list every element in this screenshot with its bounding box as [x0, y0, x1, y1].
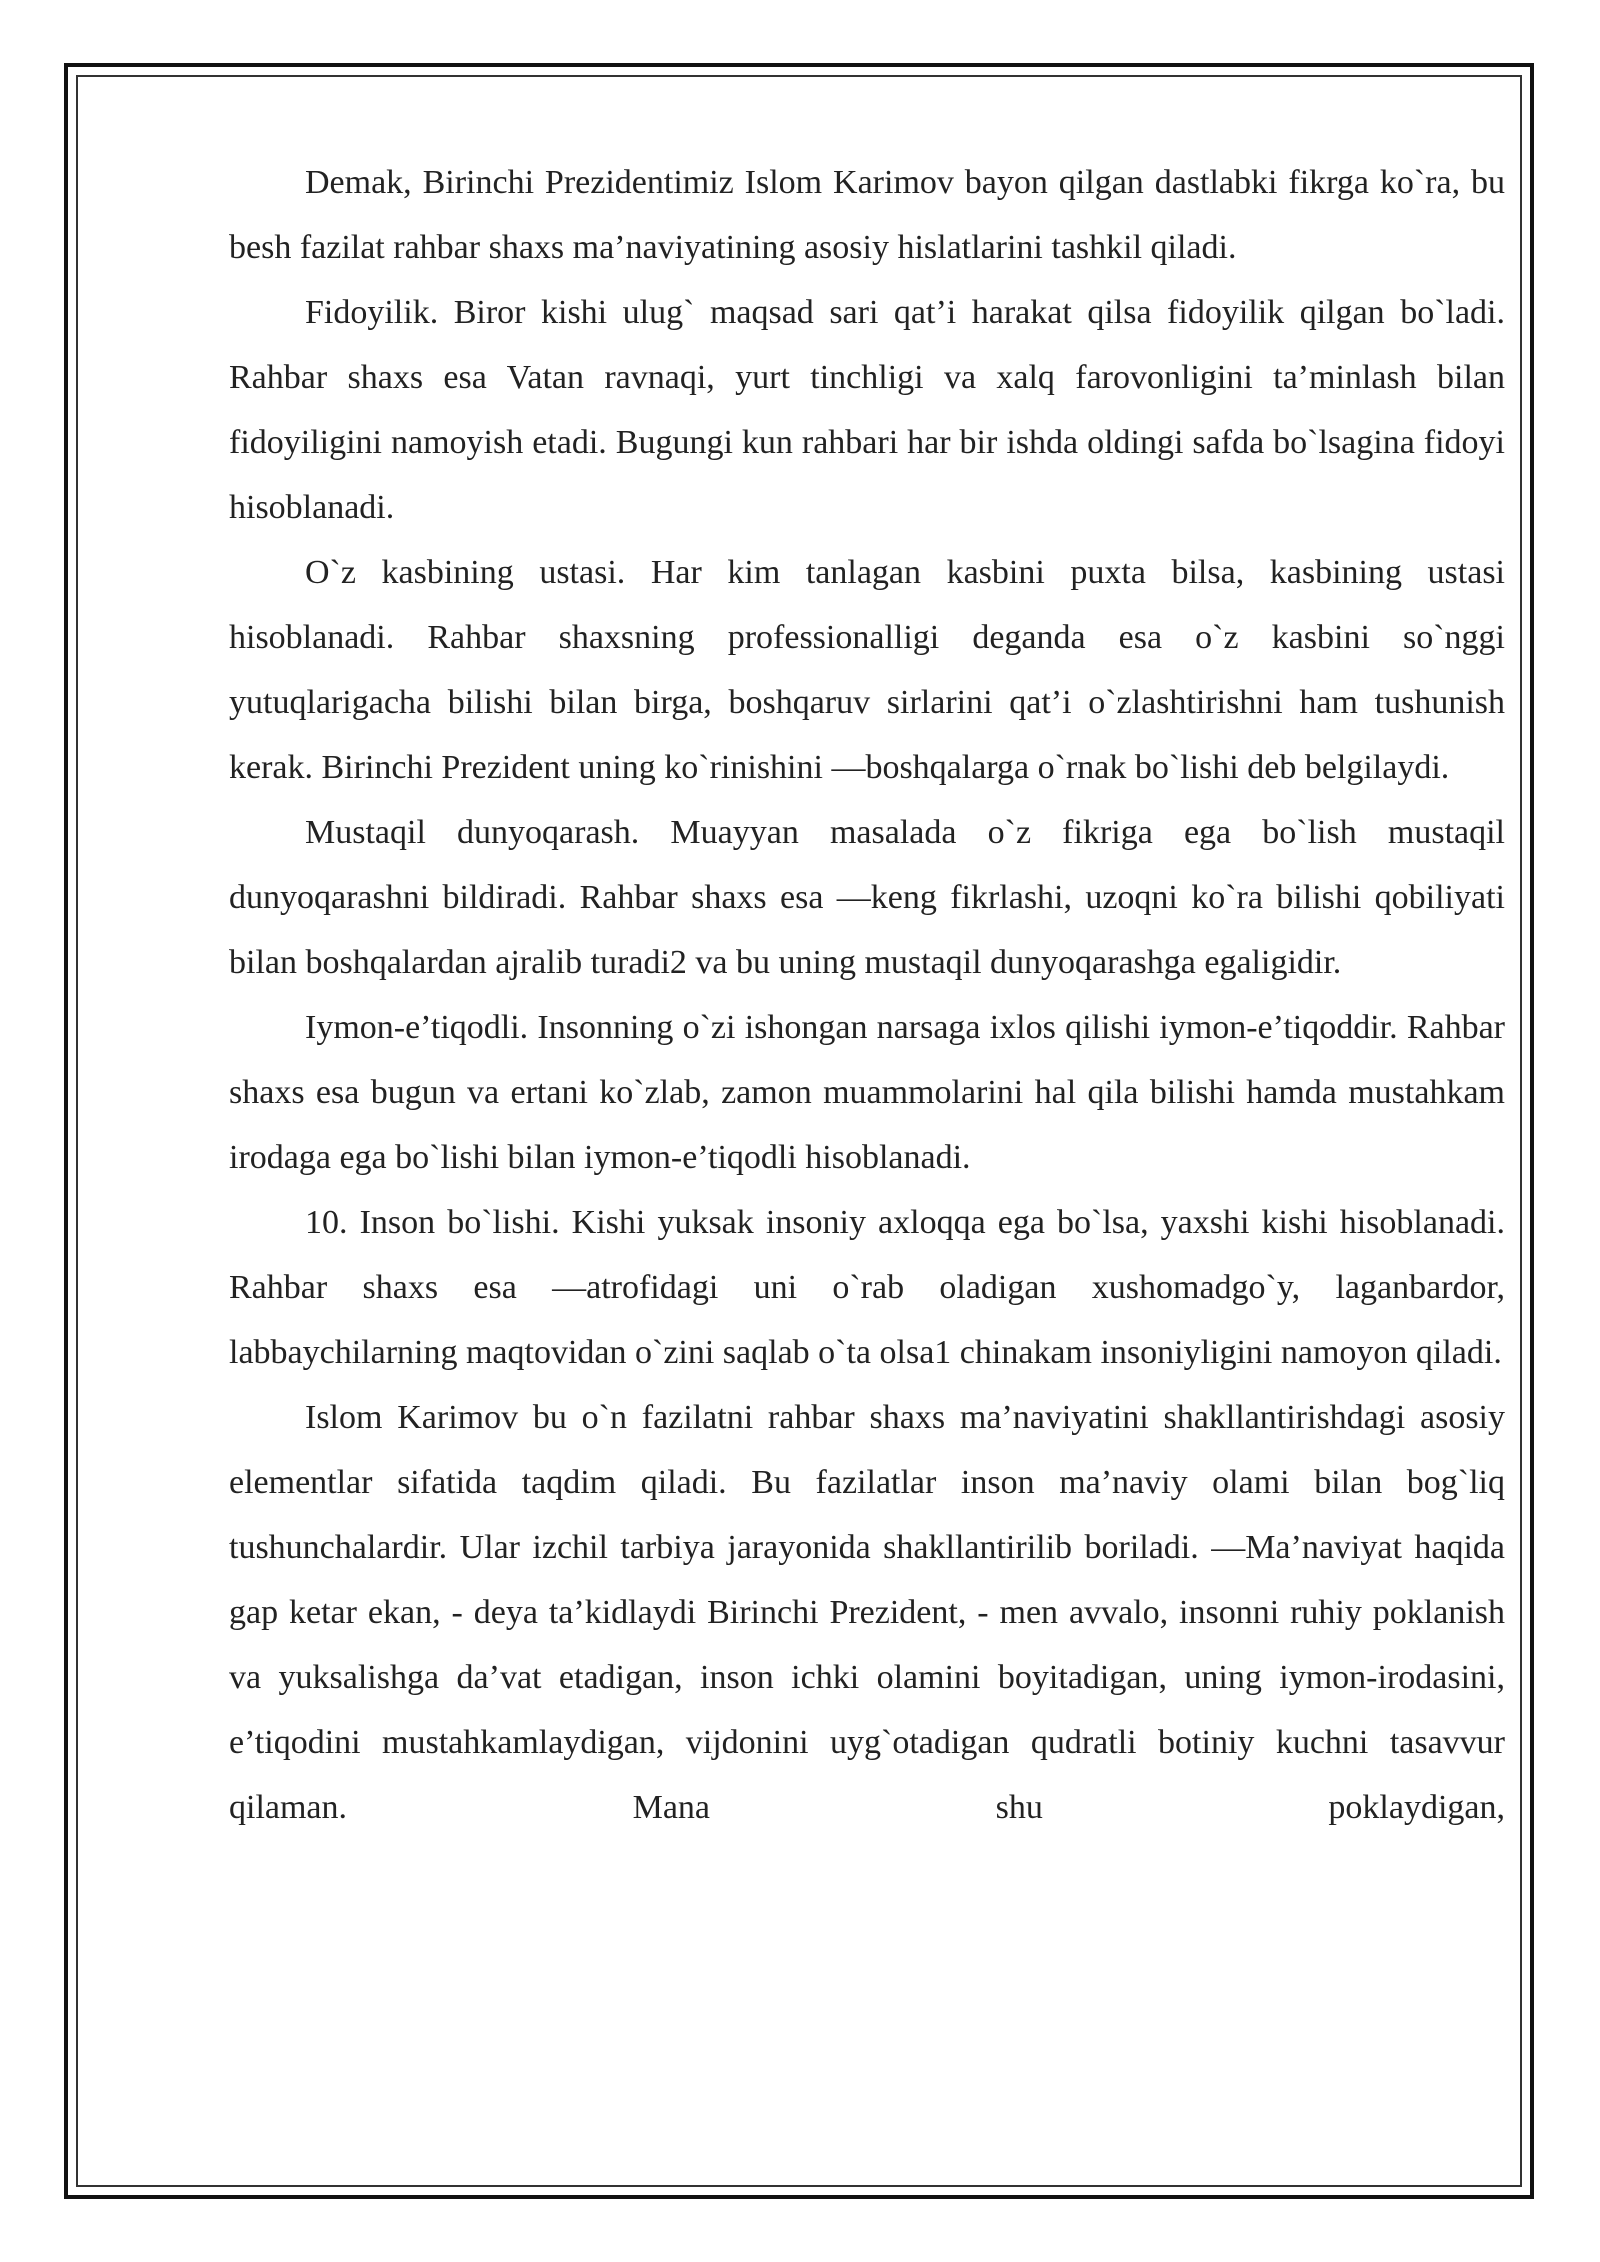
paragraph: Islom Karimov bu o`n fazilatni rahbar shaxs ma’naviyatini shakllantirishdagi asosiy elementlar sifatida taqdim qiladi. Bu fazilatlar inson ma’naviy olami bilan bog`liq tushunchalardir. Ular izchil tarbiya jarayonida shakllantirilib boriladi. ―Ma’naviyat haqida gap ketar ekan, - deya ta’kidlaydi Birinchi Prezident, - men avvalo, insonni ruhiy poklanish va yuksalishga da’vat etadigan, inson ichki olamini boyitadigan, uning iymon-irodasini, e’tiqodini mustahkamlaydigan, vijdonini uyg`otadigan qudratli botiniy kuchni tasavvur qilaman. Mana shu poklaydigan, [229, 1399, 1505, 1826]
paragraph: Iymon-e’tiqodli. Insonning o`zi ishongan narsaga ixlos qilishi iymon-e’tiqoddir. Rahbar shaxs esa bugun va ertani ko`zlab, zamon muammolarini hal qila bilishi hamda mustahkam irodaga ega bo`lishi bilan iymon-e’tiqodli hisoblanadi. [229, 1009, 1505, 1176]
paragraph: O`z kasbining ustasi. Har kim tanlagan kasbini puxta bilsa, kasbining ustasi hisoblanadi. Rahbar shaxsning professionalligi deganda esa o`z kasbini so`nggi yutuqlarigacha bilishi bilan birga, boshqaruv sirlarini qat’i o`zlashtirishni ham tushunish kerak. Birinchi Prezident uning ko`rinishini ―boshqalarga o`rnak bo`lishi deb belgilaydi. [229, 554, 1505, 786]
paragraph: Fidoyilik. Biror kishi ulug` maqsad sari qat’i harakat qilsa fidoyilik qilgan bo`ladi. Rahbar shaxs esa Vatan ravnaqi, yurt tinchligi va xalq farovonligini ta’minlash bilan fidoyiligini namoyish etadi. Bugungi kun rahbari har bir ishda oldingi safda bo`lsagina fidoyi hisoblanadi. [229, 294, 1505, 526]
body-text [229, 150, 1505, 1840]
paragraph: 10. Inson bo`lishi. Kishi yuksak insoniy axloqqa ega bo`lsa, yaxshi kishi hisoblanadi. Rahbar shaxs esa ―atrofidagi uni o`rab oladigan xushomadgo`y, laganbardor, labbaychilarning maqtovidan o`zini saqlab o`ta olsa1 chinakam insoniyligini namoyon qiladi. [229, 1204, 1505, 1371]
paragraph: Demak, Birinchi Prezidentimiz Islom Karimov bayon qilgan dastlabki fikrga ko`ra, bu besh fazilat rahbar shaxs ma’naviyatining asosiy hislatlarini tashkil qiladi. [229, 164, 1505, 266]
paragraph: Mustaqil dunyoqarash. Muayyan masalada o`z fikriga ega bo`lish mustaqil dunyoqarashni bildiradi. Rahbar shaxs esa ―keng fikrlashi, uzoqni ko`ra bilishi qobiliyati bilan boshqalardan ajralib turadi2 va bu uning mustaqil dunyoqarashga egaligidir. [229, 814, 1505, 981]
